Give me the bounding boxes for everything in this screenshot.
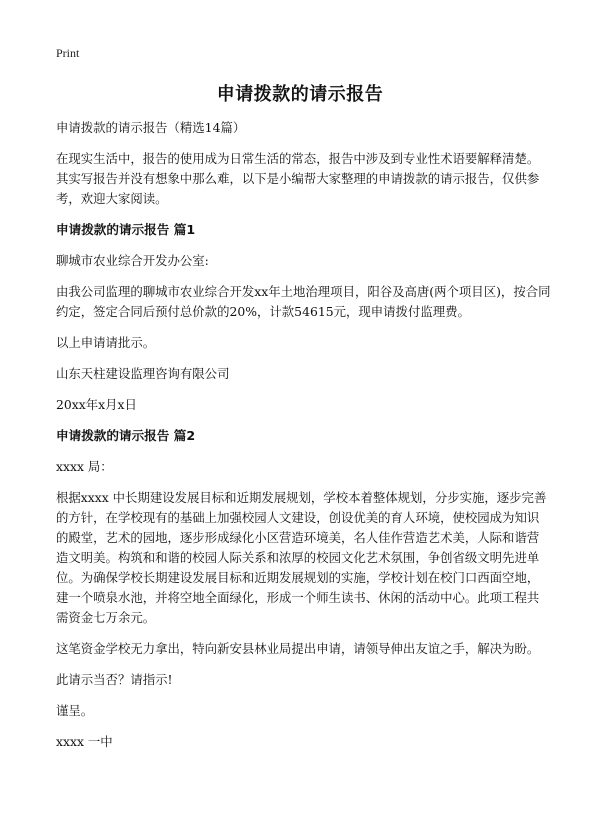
request-line: 此请示当否？请指示! <box>56 672 173 687</box>
request-line: 以上申请请批示。 <box>56 335 156 350</box>
body-paragraph: 根据xxxx 中长期建设发展目标和近期发展规划，学校本着整体规划，分步实施，逐步完善的方针，在学校现有的基础上加强校园人文建设，创设优美的育人环境，使校园成为知识的殿堂，艺术的园地，逐步形成绿化小区营造环境美，名人佳作营造艺术美，人际和谐营造文明美。构筑和和谐的校园人际关系和浓厚的校园文化艺术氛围，争创省级文明先进单位。为确保学校长期建设发展目标和近期发展规划的实施，学校计划在校门口西面空地，建一个喷泉水池，并将空地全面绿化，形成一个师生读书、休闲的活动中心。此项工程共需资金七万余元。 <box>56 490 547 625</box>
body-paragraph: 这笔资金学校无力拿出，特向新安县林业局提出申请，请领导伸出友谊之手，解决为盼。 <box>56 641 540 656</box>
signature-school: xxxx 一中 <box>56 734 113 749</box>
signature-date: 20xx年x月x日 <box>56 397 137 412</box>
recipient-line: 聊城市农业综合开发办公室: <box>56 253 209 268</box>
document-body <box>56 118 551 763</box>
body-paragraph: 由我公司监理的聊城市农业综合开发xx年土地治理项目，阳谷及高唐(两个项目区)，按合同约定，签定合同后预付总价款的20%，计款54615元，现申请拨付监理费。 <box>56 284 551 319</box>
section-heading-2: 申请拨款的请示报告 篇2 <box>56 428 196 443</box>
intro-paragraph: 在现实生活中，报告的使用成为日常生活的常态，报告中涉及到专业性术语要解释清楚。其实写报告并没有想象中那么难，以下是小编帮大家整理的申请拨款的请示报告，仅供参考，欢迎大家阅读。 <box>56 151 540 206</box>
closing-line: 谨呈。 <box>56 703 94 718</box>
document-title: 申请拨款的请示报告 <box>216 84 384 105</box>
print-link[interactable]: Print <box>56 46 80 60</box>
subtitle: 申请拨款的请示报告（精选14篇） <box>56 120 246 135</box>
signature-company: 山东天柱建设监理咨询有限公司 <box>56 366 230 381</box>
recipient-line: xxxx 局： <box>56 459 113 474</box>
section-heading-1: 申请拨款的请示报告 篇1 <box>56 222 196 237</box>
